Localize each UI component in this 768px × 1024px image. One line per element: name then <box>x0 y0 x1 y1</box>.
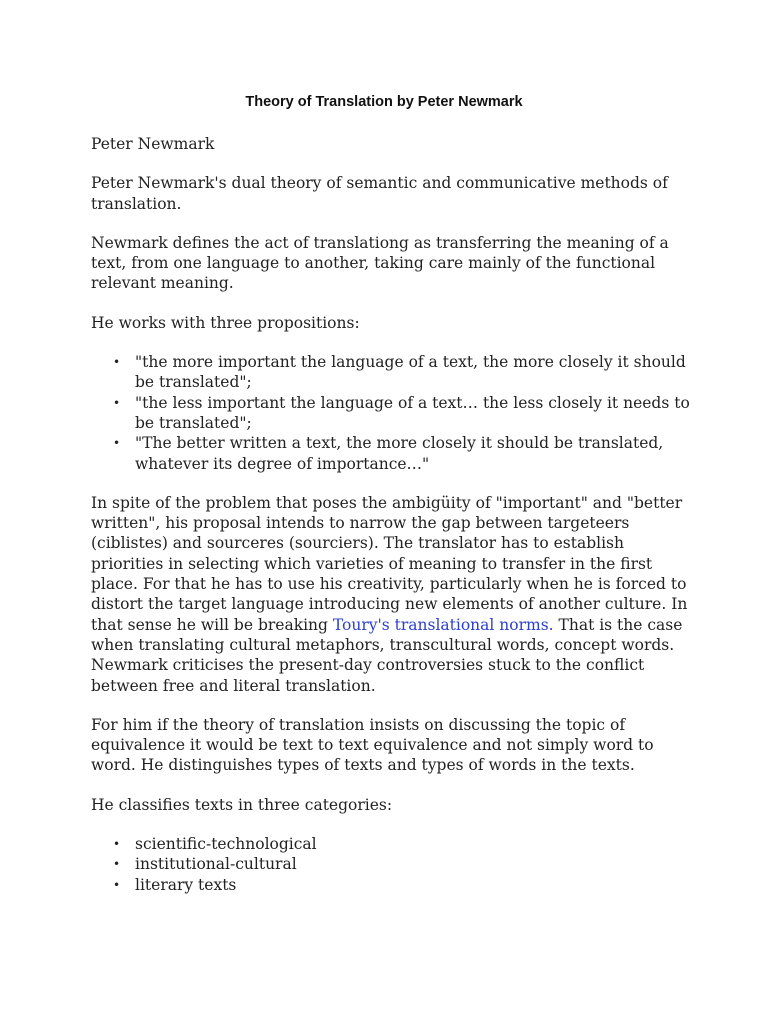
discussion-text-continued: That is the case when translating cultural metaphors, transcultural words, concept words. Newmark criticises the present-day controversies stuck to the conflict between free and literal translation. <box>91 615 683 695</box>
proposition-text: "the more important the language of a text, the more closely it should be translated"; <box>135 353 686 392</box>
document-title: Theory of Translation by Peter Newmark <box>245 94 523 110</box>
category-text: scientific-technological <box>135 835 317 854</box>
bullet-icon: • <box>113 877 121 892</box>
bullet-icon: • <box>113 436 121 451</box>
document-body <box>91 134 691 914</box>
discussion-paragraph <box>91 493 691 696</box>
definition-paragraph: Newmark defines the act of translationg as transferring the meaning of a text, from one language to another, taking care mainly of the functional relevant meaning. <box>91 233 669 293</box>
proposition-text: "The better written a text, the more closely it should be translated, whatever its degree of importance…" <box>135 434 664 473</box>
list-item <box>91 352 691 393</box>
equivalence-paragraph: For him if the theory of translation insists on discussing the topic of equivalence it would be text to text equivalence and not simply word to word. He distinguishes types of texts and types of words in the texts. <box>91 715 654 775</box>
list-item <box>91 433 691 474</box>
discussion-text: In spite of the problem that poses the ambigüity of "important" and "better written", his proposal intends to narrow the gap between targeteers (ciblistes) and sourceres (sourciers). The translator has to establish priorities in selecting which varieties of meaning to transfer in the first place. For that he has to use his creativity, particularly when he is forced to distort the target language introducing new elements of another culture. In that sense he will be breaking <box>91 493 688 634</box>
bullet-icon: • <box>113 837 121 852</box>
author-line: Peter Newmark <box>91 135 215 153</box>
proposition-text: "the less important the language of a text… the less closely it needs to be translated"; <box>135 393 690 432</box>
propositions-intro: He works with three propositions: <box>91 313 360 332</box>
list-item <box>91 875 691 895</box>
bullet-icon: • <box>113 395 121 410</box>
categories-list <box>91 834 691 895</box>
bullet-icon: • <box>113 355 121 370</box>
category-text: literary texts <box>135 875 237 894</box>
list-item <box>91 854 691 874</box>
propositions-list <box>91 352 691 474</box>
bullet-icon: • <box>113 857 121 872</box>
tourys-norms-link[interactable]: Toury's translational norms. <box>332 615 554 634</box>
list-item <box>91 834 691 854</box>
intro-paragraph: Peter Newmark's dual theory of semantic and communicative methods of translation. <box>91 174 668 213</box>
list-item <box>91 393 691 434</box>
categories-intro: He classifies texts in three categories: <box>91 795 393 814</box>
category-text: institutional-cultural <box>135 855 297 874</box>
